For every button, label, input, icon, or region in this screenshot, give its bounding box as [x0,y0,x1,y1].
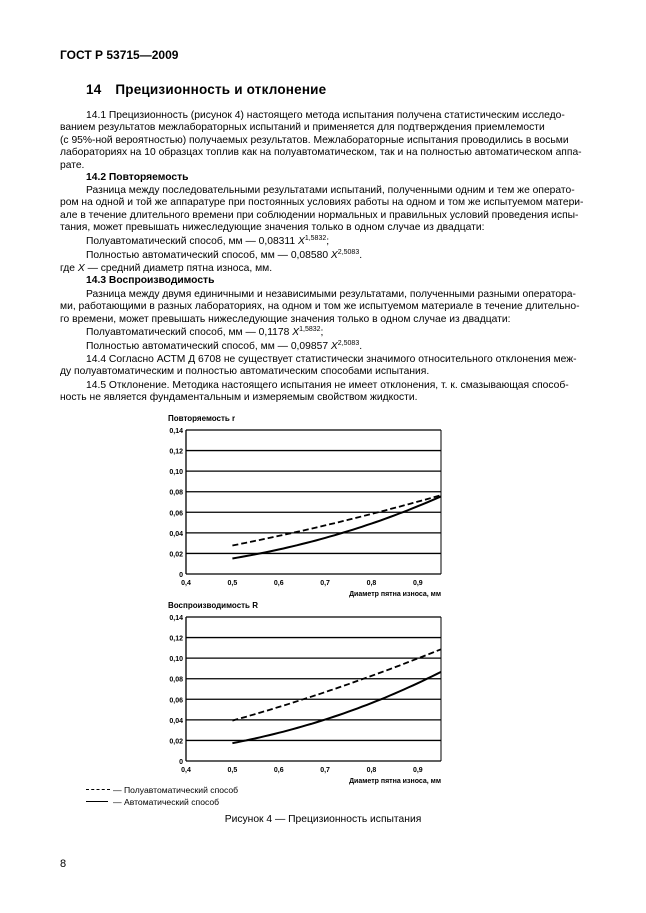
x-tick-label: 0,7 [320,580,330,587]
p14-2-line: Разница между последовательными результатами испытаний, полученными одним и тем же операто- [86,185,575,196]
p14-3-line: Разница между двумя единичными и независимыми результатами, полученными разными оператора- [86,289,576,300]
formula-R-auto: Полностью автоматический способ, мм — 0,09857 $X^{2,5083}$. [86,340,363,352]
y-tick-label: 0,06 [169,510,183,518]
x-tick-label: 0,6 [273,767,284,774]
p14-1-line: лабораториях на 10 образцах топлив как на полуавтоматическом, так и на полностью автоматическом аппа- [60,147,582,159]
p14-5-line: ность не является фундаментальным и измеряемым свойством жидкости. [60,392,418,404]
section-heading: Прецизионность и отклонение [115,82,327,97]
x-tick-label: 0,9 [412,767,423,774]
page-number: 8 [60,858,67,870]
chart-title: Повторяемость r [168,414,236,423]
series-automatic [232,496,441,558]
x-tick-label: 0,8 [366,580,377,587]
repeatability-chart [155,408,455,604]
p14-1-line: рате. [60,159,85,171]
x-axis-label: Диаметр пятна износа, мм [349,778,441,785]
p14-1-line: (с 95%-ной вероятностью) получаемых результатов. Межлабораторные испытания проводились в восьми [60,134,569,146]
y-tick-label: 0,04 [169,717,183,725]
section-number: 14 [86,82,102,97]
x-tick-label: 0,5 [227,767,238,774]
formula-r-auto: Полностью автоматический способ, мм — 0,08580 $X^{2,5083}$. [86,249,363,261]
solid-line-icon [86,801,108,802]
p14-2-line: але в течение длительного времени при соблюдении нормальных и правильных условий проведения испы- [60,209,579,221]
x-tick-label: 0,4 [181,767,191,774]
y-tick-label: 0,14 [169,428,183,435]
legend-semi: — Полуавтоматический способ [86,785,238,795]
chart-title: Воспроизводимость R [168,601,258,610]
y-tick-label: 0,08 [169,489,183,497]
y-tick-label: 0,04 [169,530,183,538]
reproducibility-chart [155,597,455,787]
x-tick-label: 0,9 [412,580,423,587]
legend-auto: — Автоматический способ [86,797,219,807]
x-tick-label: 0,7 [320,767,330,774]
series-semi-automatic [232,649,441,720]
y-tick-label: 0 [179,759,183,766]
p14-1-line: 14.1 Прецизионность (рисунок 4) настоящего метода испытания получена статистическим исследо- [86,110,565,121]
document-header: ГОСТ Р 53715—2009 [60,48,179,62]
section-title [86,82,326,97]
x-tick-label: 0,4 [181,580,191,587]
y-tick-label: 0,02 [169,738,183,746]
where-line: где X — средний диаметр пятна износа, мм. [60,263,273,274]
formula-R-semi: Полуавтоматический способ, мм — 0,1178 $X^{1,5832}$; [86,326,324,338]
p14-4-line: ду полуавтоматическим и полностью автоматическим способами испытания. [60,366,430,378]
p14-3-line: го времени, может превышать нижеследующие значения только в одном случае из двадцати: [60,313,511,325]
y-tick-label: 0,10 [169,656,183,664]
y-tick-label: 0,08 [169,676,183,684]
dashed-line-icon [86,789,110,790]
y-tick-label: 0,12 [169,448,183,456]
p14-2-line: ром на одной и той же аппаратуре при постоянных условиях работы на одном и том же испытуемом матери- [60,197,584,209]
y-tick-label: 0,06 [169,697,183,705]
y-tick-label: 0,12 [169,635,183,643]
figure-caption: Рисунок 4 — Прецизионность испытания [224,814,422,825]
y-tick-label: 0,10 [169,469,183,477]
x-tick-label: 0,5 [227,580,238,587]
p14-2-line: тания, может превышать нижеследующие значения только в одном случае из двадцати: [60,222,485,234]
y-tick-label: 0,02 [169,551,183,559]
formula-r-semi: Полуавтоматический способ, мм — 0,08311 $X^{1,5832}$; [86,235,330,247]
heading-14-2: 14.2 Повторяемость [86,172,189,183]
p14-4-line: 14.4 Согласно АСТМ Д 6708 не существует статистически значимого относительного отклонения меж- [86,354,577,365]
p14-3-line: ми, работающими в разных лабораториях, на одном и том же испытуемом материале в течение длительно- [60,301,580,313]
series-automatic [232,672,441,743]
series-semi-automatic [232,495,441,545]
x-axis-label: Диаметр пятна износа, мм [349,591,441,598]
heading-14-3: 14.3 Воспроизводимость [86,275,215,286]
x-tick-label: 0,6 [273,580,284,587]
y-tick-label: 0 [179,572,183,579]
p14-1-line: ванием результатов межлабораторных испытаний и применяется для подтверждения приемлемости [60,122,545,134]
y-tick-label: 0,14 [169,615,183,622]
x-tick-label: 0,8 [366,767,377,774]
p14-5-line: 14.5 Отклонение. Методика настоящего испытания не имеет отклонения, т. к. смазывающая способ- [86,380,569,391]
